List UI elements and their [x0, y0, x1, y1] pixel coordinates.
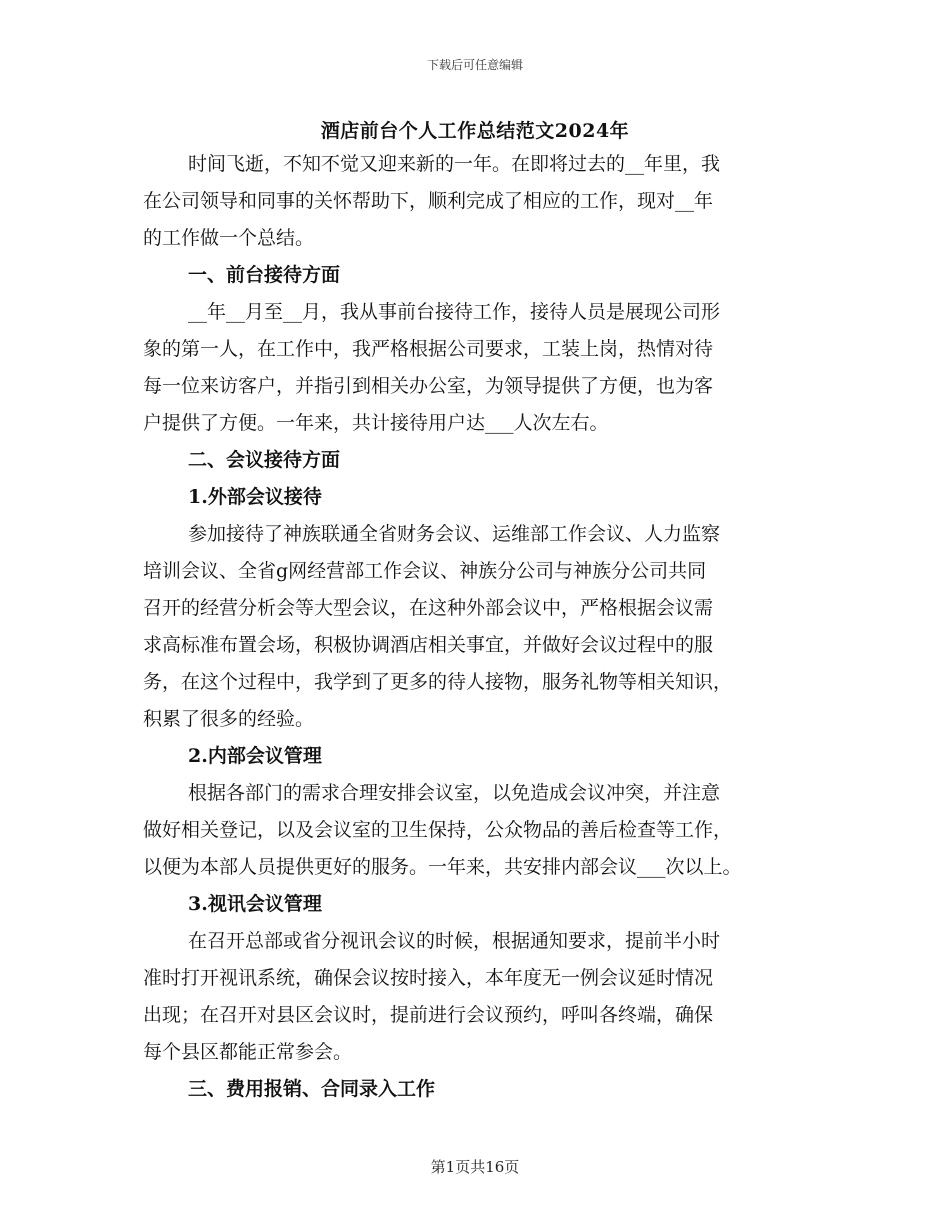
paragraph-line: 在召开总部或省分视讯会议的时候，根据通知要求，提前半小时 — [188, 930, 721, 952]
paragraph-line: 以便为本部人员提供更好的服务。一年来，共安排内部会议___次以上。 — [143, 856, 742, 878]
paragraph-line: 培训会议、全省g网经营部工作会议、神族分公司与神族分公司共同 — [143, 560, 707, 582]
paragraph-line: 户提供了方便。一年来，共计接待用户达___人次左右。 — [143, 412, 609, 434]
section-heading: 二、会议接待方面 — [188, 449, 341, 471]
section-heading: 一、前台接待方面 — [188, 264, 341, 286]
paragraph-line: 求高标准布置会场，积极协调酒店相关事宜，并做好会议过程中的服 — [143, 634, 714, 656]
paragraph-line: 召开的经营分析会等大型会议，在这种外部会议中，严格根据会议需 — [143, 597, 714, 619]
paragraph-line: 每个县区都能正常参会。 — [143, 1041, 353, 1063]
paragraph-line: 的工作做一个总结。 — [143, 227, 315, 249]
subsection-heading: 3.视讯会议管理 — [188, 893, 322, 915]
section-heading: 三、费用报销、合同录入工作 — [188, 1078, 436, 1100]
paragraph-line: __年__月至__月，我从事前台接待工作，接待人员是展现公司形 — [188, 301, 721, 323]
paragraph-line: 出现；在召开对县区会议时，提前进行会议预约，呼叫各终端，确保 — [143, 1004, 714, 1026]
paragraph-line: 参加接待了神族联通全省财务会议、运维部工作会议、人力监察 — [188, 523, 721, 545]
paragraph-line: 准时打开视讯系统，确保会议按时接入，本年度无一例会议延时情况 — [143, 967, 714, 989]
paragraph-line: 每一位来访客户，并指引到相关办公室，为领导提供了方便，也为客 — [143, 375, 714, 397]
paragraph-line: 根据各部门的需求合理安排会议室，以免造成会议冲突，并注意 — [188, 782, 721, 804]
subsection-heading: 2.内部会议管理 — [188, 745, 322, 767]
subsection-heading: 1.外部会议接待 — [188, 486, 322, 508]
paragraph-line: 在公司领导和同事的关怀帮助下，顺利完成了相应的工作，现对__年 — [143, 190, 714, 212]
paragraph-line: 务，在这个过程中，我学到了更多的待人接物，服务礼物等相关知识， — [143, 671, 733, 693]
paragraph-line: 时间飞逝，不知不觉又迎来新的一年。在即将过去的__年里，我 — [188, 153, 721, 175]
document-title: 酒店前台个人工作总结范文2024年 — [320, 120, 630, 142]
paragraph-line: 象的第一人，在工作中，我严格根据公司要求，工装上岗，热情对待 — [143, 338, 714, 360]
paragraph-line: 积累了很多的经验。 — [143, 708, 315, 730]
paragraph-line: 做好相关登记，以及会议室的卫生保持，公众物品的善后检查等工作， — [143, 819, 733, 841]
page-number: 第1页共16页 — [430, 1158, 520, 1176]
header-note: 下载后可任意编辑 — [426, 58, 523, 72]
